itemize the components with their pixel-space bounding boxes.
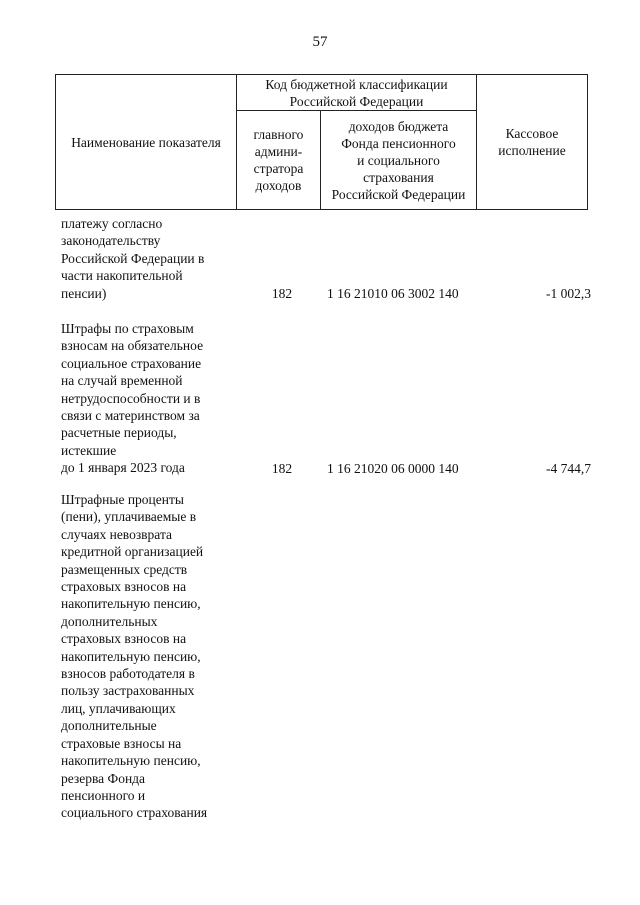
- header-indicator-name: Наименование показателя: [56, 75, 237, 209]
- row-name: Штрафные проценты (пени), уплачиваемые в случаях невозврата кредитной организацией размещенных средств страховых взносов на накопительную пенсию, дополнительных страховых взносов на накопительную пенсию, взносов работодателя в пользу застрахованных лиц, уплачивающих дополнительные страховые взносы на накопительную пенсию, резерва Фонда пенсионного и социального страхования: [61, 492, 208, 821]
- table-header: [55, 74, 588, 210]
- table-row: [61, 320, 591, 477]
- row-budget-code: 1 16 21010 06 3002 140: [327, 285, 459, 301]
- table-row: [61, 215, 591, 302]
- row-admin-code: 182: [271, 285, 293, 301]
- table-row: [61, 491, 591, 822]
- page-number: 57: [312, 34, 328, 50]
- row-admin-code: 182: [271, 460, 293, 476]
- row-name: платежу согласно законодательству Российской Федерации в части накопительной пенсии): [61, 216, 205, 301]
- row-amount: -1 002,3: [546, 285, 591, 301]
- row-name: Штрафы по страховым взносам на обязательное социальное страхование на случай временной нетрудоспособности и в связи с материнством за расчетные периоды, истекшие до 1 января 2023 года: [61, 321, 204, 476]
- header-budget-code: Код бюджетной классификации Российской Федерации: [237, 75, 477, 111]
- row-amount: -4 744,7: [546, 460, 591, 476]
- header-cash-execution: Кассовое исполнение: [498, 126, 566, 158]
- header-fund-income: доходов бюджета Фонда пенсионного и социального страхования Российской Федерации: [321, 111, 477, 209]
- row-budget-code: 1 16 21020 06 0000 140: [327, 460, 459, 476]
- header-chief-administrator: главного админи- стратора доходов: [237, 111, 321, 209]
